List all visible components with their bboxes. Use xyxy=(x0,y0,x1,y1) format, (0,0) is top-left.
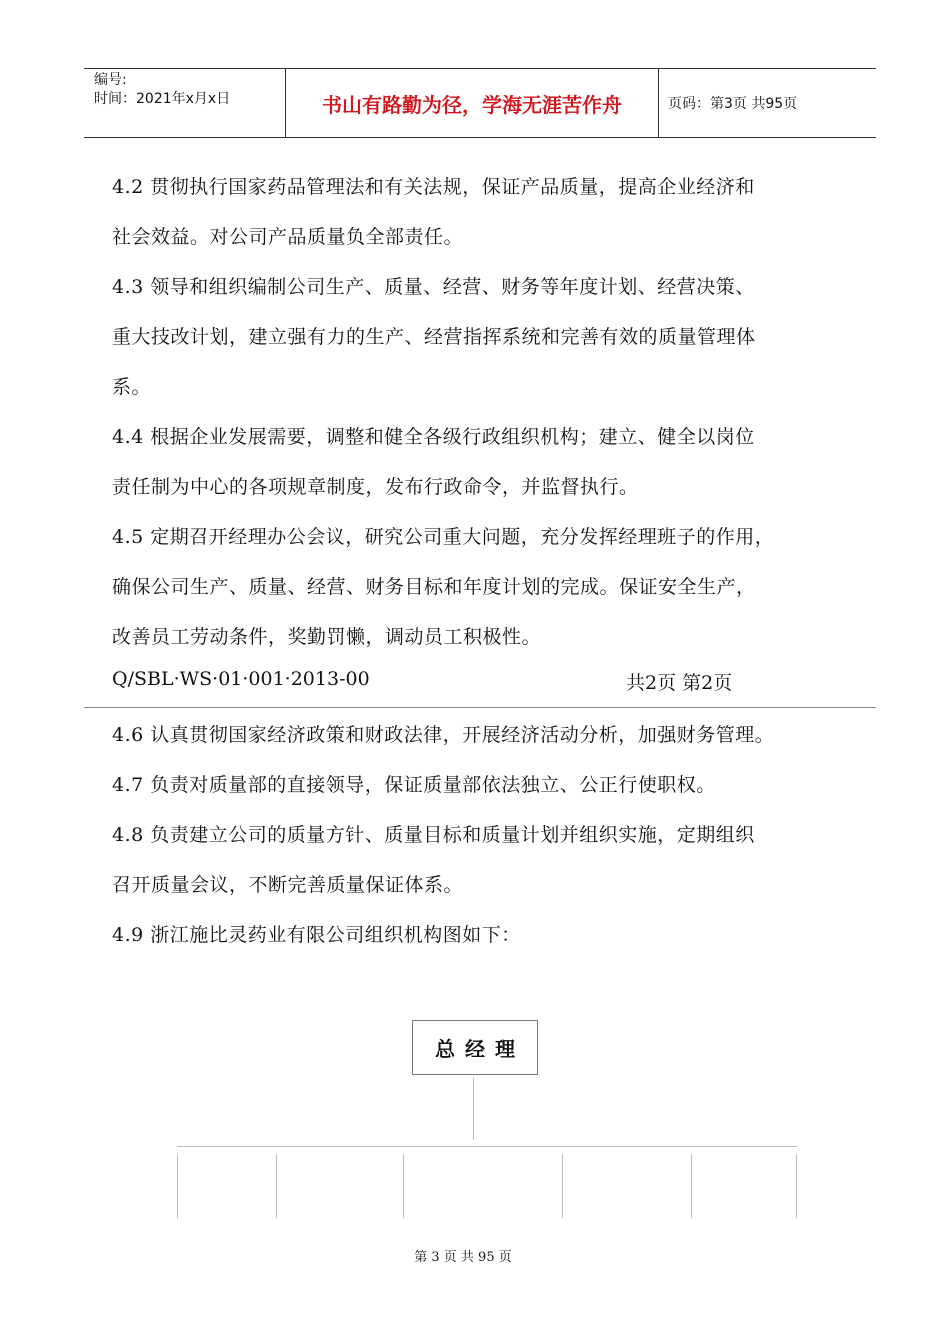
header-meta xyxy=(84,69,286,137)
text-line: 确保公司生产、质量、经营、财务目标和年度计划的完成。保证安全生产， xyxy=(112,576,756,598)
number-label: 编号: xyxy=(94,72,127,88)
org-branch-line xyxy=(562,1154,563,1218)
page-header xyxy=(84,68,876,138)
text-line: 4.3 领导和组织编制公司生产、质量、经营、财务等年度计划、经营决策、 xyxy=(112,276,755,298)
text-line: 改善员工劳动条件，奖勤罚懒，调动员工积极性。 xyxy=(112,626,542,648)
page-number: 第 3 页 共 95 页 xyxy=(414,1250,512,1265)
org-branch-line xyxy=(691,1154,692,1218)
org-connector-horizontal xyxy=(177,1146,797,1147)
text-line: 4.5 定期召开经理办公会议，研究公司重大问题，充分发挥经理班子的作用， xyxy=(112,526,775,548)
doc-code: Q/SBL·WS·01·001·2013-00 xyxy=(112,668,370,690)
page-footer xyxy=(0,1246,950,1265)
text-line: 4.2 贯彻执行国家药品管理法和有关法规，保证产品质量，提高企业经济和 xyxy=(112,176,755,198)
section-divider xyxy=(84,707,876,708)
text-line: 系。 xyxy=(112,376,152,398)
text-line: 召开质量会议，不断完善质量保证体系。 xyxy=(112,874,464,896)
org-branch-line xyxy=(796,1154,797,1218)
org-branch-line xyxy=(276,1154,277,1218)
org-branch-line xyxy=(177,1154,178,1218)
header-page-info: 页码：第3页 共95页 xyxy=(668,96,798,112)
text-line: 4.9 浙江施比灵药业有限公司组织机构图如下： xyxy=(112,924,521,946)
text-line: 4.4 根据企业发展需要，调整和健全各级行政组织机构；建立、健全以岗位 xyxy=(112,426,755,448)
org-chart-top-box: 总经理 xyxy=(412,1020,538,1075)
text-line: 4.8 负责建立公司的质量方针、质量目标和质量计划并组织实施，定期组织 xyxy=(112,824,755,846)
text-line: 4.6 认真贯彻国家经济政策和财政法律，开展经济活动分析，加强财务管理。 xyxy=(112,724,775,746)
time-label: 时间：2021年x月x日 xyxy=(94,91,231,107)
text-line: 重大技改计划，建立强有力的生产、经营指挥系统和完善有效的质量管理体 xyxy=(112,326,756,348)
text-line: 责任制为中心的各项规章制度，发布行政命令，并监督执行。 xyxy=(112,476,639,498)
org-connector-vertical xyxy=(473,1078,474,1140)
text-line: 4.7 负责对质量部的直接领导，保证质量部依法独立、公正行使职权。 xyxy=(112,774,716,796)
header-motto: 书山有路勤为径，学海无涯苦作舟 xyxy=(286,69,659,137)
org-branch-line xyxy=(403,1154,404,1218)
text-line: 社会效益。对公司产品质量负全部责任。 xyxy=(112,226,464,248)
doc-pages: 共2页 第2页 xyxy=(626,672,733,694)
